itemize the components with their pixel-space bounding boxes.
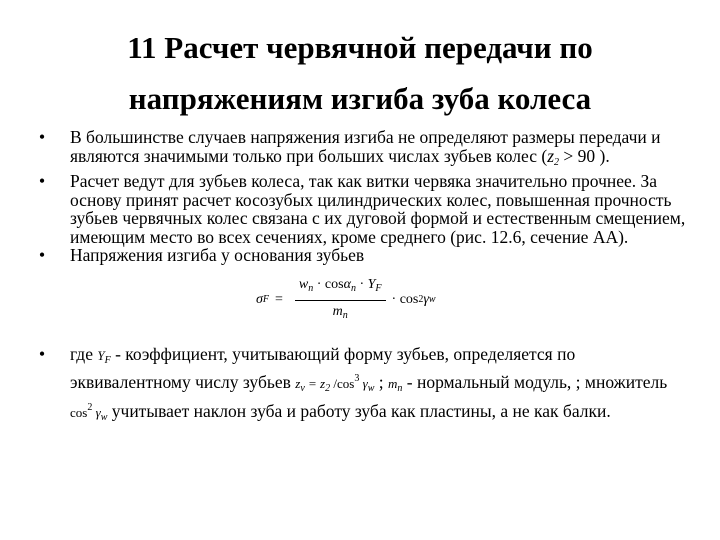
bullet-dot-icon: • [38,127,46,147]
math-mn: m [387,376,398,391]
formula-w-sub: n [308,282,314,294]
math-mult-sup: 2 [87,401,93,413]
bending-stress-formula [256,276,436,323]
math-Y-sub: F [104,354,111,366]
formula-dot: · [355,276,368,292]
math-Y: Y [97,347,105,363]
slide-title [0,22,720,124]
formula-sigma: σ [256,292,263,308]
math-mult-gamma-sub: w [100,411,108,423]
formula-sigma-sub: F [262,294,270,306]
formula-m: m [332,304,343,319]
math-mult-cos: cos [70,404,88,420]
bullet-4-text-a: где [70,343,98,364]
formula-block [32,265,692,345]
formula-alpha: α [343,276,351,292]
bullet-item-4 [32,345,692,428]
formula-tail-gamma-sub: w [428,294,436,306]
formula-fraction [295,276,386,326]
formula-numerator [295,276,386,302]
math-zv-div: /cos [330,376,355,391]
bullet-list [32,128,692,427]
formula-w: w [298,276,309,292]
formula-equals: = [275,292,283,308]
bullet-dot-icon: • [38,245,46,265]
bullet-4-text-c: ; [374,372,388,392]
math-zv-gamma: γ [359,376,368,391]
formula-tail-sup: 2 [418,294,424,306]
bullet-4-text-e: учитывает наклон зуба и работу зуба как пластины, а не как балки. [107,400,611,421]
math-mn-sub: n [397,383,403,394]
math-zv-sup: 3 [354,373,360,384]
math-zv: z [295,376,301,391]
math-mult-gamma: γ [92,404,101,420]
math-z-sub: 2 [554,156,560,168]
math-zv-sub: v [300,383,305,394]
formula-tail-gamma: γ [423,292,429,308]
formula-m-sub: n [342,310,348,321]
bullet-1-text-a: В большинстве случаев напряжения изгиба не определяют размеры передачи и являются значимыми только при больших числах зубьев колес ( [70,127,661,166]
bullet-4-text-b: - коэффициент, учитывающий форму зубьев, определяется по эквивалентному числу зубьев [70,343,576,392]
formula-Y-sub: F [375,282,382,294]
bullet-4-text-d: - нормальный модуль, ; множитель [402,372,668,392]
math-zv-eq-sub: 2 [325,383,331,394]
bullet-1-text-b: ). [595,145,610,166]
bullet-item-2 [32,172,692,246]
formula-denominator [333,301,348,326]
title-line-1: 11 Расчет червячной передачи по [127,30,593,65]
formula-alpha-sub: n [350,282,356,294]
formula-tail-cos: · cos [391,292,419,308]
bullet-item-3 [32,246,692,265]
bullet-2-text: Расчет ведут для зубьев колеса, так как витки червяка значительно прочнее. За основу принят расчет косозубых цилиндрических колес, повышенная прочность зубьев червячных колес связана с их дуговой формой и естественным смещением, имеющим место во всех сечениях, кроме среднего (рис. 12.6, сечение АА). [70,171,686,247]
math-rel: > 90 [559,145,596,166]
formula-cos: · cos [313,276,344,292]
math-zv-eq: = z [304,376,326,391]
formula-Y: Y [367,276,376,292]
bullet-item-1 [32,128,692,172]
bullet-dot-icon: • [38,343,46,364]
title-line-2: напряжениям изгиба зуба колеса [128,81,592,116]
math-zv-gamma-sub: w [367,383,375,394]
bullet-3-text: Напряжения изгиба у основания зубьев [70,245,365,265]
math-z: z [547,145,555,166]
bullet-dot-icon: • [38,171,46,191]
